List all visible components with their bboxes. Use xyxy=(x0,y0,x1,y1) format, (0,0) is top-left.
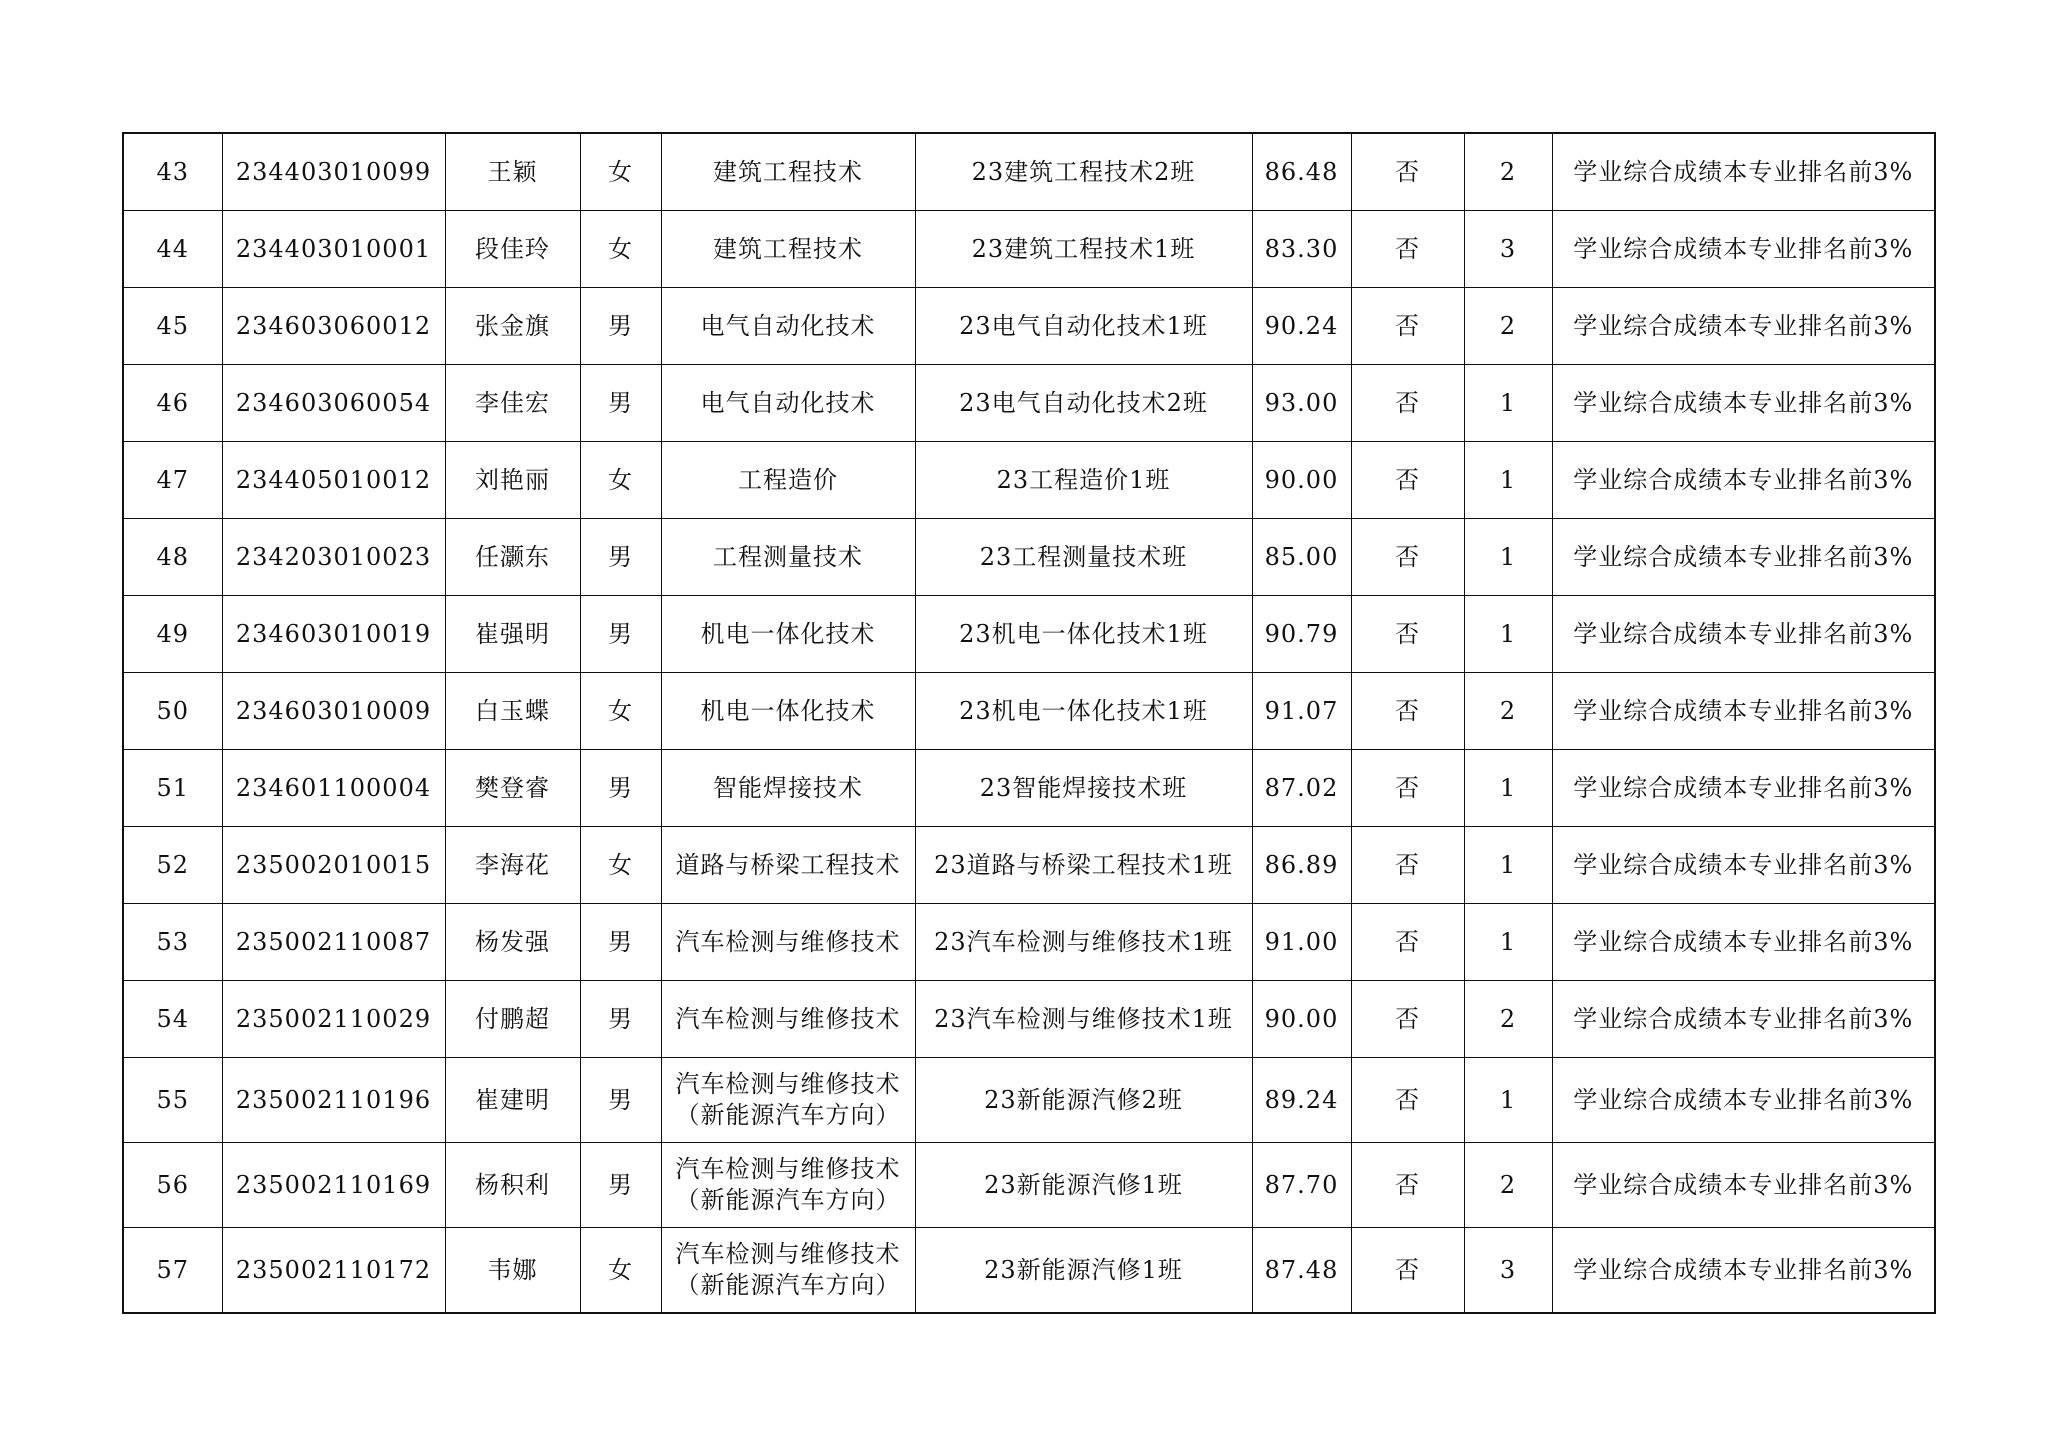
class-name-cell: 23机电一体化技术1班 xyxy=(915,673,1252,750)
class-name-cell: 23道路与桥梁工程技术1班 xyxy=(915,827,1252,904)
gender-cell: 女 xyxy=(580,133,661,211)
table-row xyxy=(123,596,1935,673)
major-cell xyxy=(661,519,915,596)
gender-cell: 男 xyxy=(580,288,661,365)
student-name-cell: 白玉蝶 xyxy=(445,673,580,750)
score-cell: 87.02 xyxy=(1252,750,1351,827)
major-cell xyxy=(661,673,915,750)
class-name-cell: 23智能焊接技术班 xyxy=(915,750,1252,827)
gender-cell: 男 xyxy=(580,981,661,1058)
gender-cell: 男 xyxy=(580,904,661,981)
major-cell xyxy=(661,1228,915,1314)
student-roster-table xyxy=(122,132,1936,1314)
rank-cell: 1 xyxy=(1464,596,1552,673)
class-name-cell: 23电气自动化技术1班 xyxy=(915,288,1252,365)
class-name-cell: 23新能源汽修2班 xyxy=(915,1058,1252,1143)
student-id-cell: 235002010015 xyxy=(222,827,445,904)
score-cell: 90.24 xyxy=(1252,288,1351,365)
student-name-cell: 杨发强 xyxy=(445,904,580,981)
rank-cell: 2 xyxy=(1464,133,1552,211)
row-number-cell: 46 xyxy=(123,365,222,442)
student-id-cell: 235002110172 xyxy=(222,1228,445,1314)
major-line: 电气自动化技术 xyxy=(700,311,876,340)
score-cell: 89.24 xyxy=(1252,1058,1351,1143)
table-row xyxy=(123,1228,1935,1314)
reason-cell: 学业综合成绩本专业排名前3% xyxy=(1552,519,1935,596)
rank-cell: 1 xyxy=(1464,827,1552,904)
major-cell xyxy=(661,981,915,1058)
major-line: 汽车检测与维修技术 xyxy=(675,1240,901,1268)
major-cell xyxy=(661,288,915,365)
table-row xyxy=(123,673,1935,750)
row-number-cell: 48 xyxy=(123,519,222,596)
reason-cell: 学业综合成绩本专业排名前3% xyxy=(1552,1143,1935,1228)
flag-cell: 否 xyxy=(1351,827,1464,904)
table-row xyxy=(123,365,1935,442)
major-cell xyxy=(661,442,915,519)
student-name-cell: 李佳宏 xyxy=(445,365,580,442)
table-row xyxy=(123,519,1935,596)
major-cell xyxy=(661,365,915,442)
gender-cell: 女 xyxy=(580,1228,661,1314)
flag-cell: 否 xyxy=(1351,133,1464,211)
row-number-cell: 50 xyxy=(123,673,222,750)
rank-cell: 1 xyxy=(1464,904,1552,981)
row-number-cell: 44 xyxy=(123,211,222,288)
reason-cell: 学业综合成绩本专业排名前3% xyxy=(1552,596,1935,673)
student-id-cell: 234403010001 xyxy=(222,211,445,288)
major-line: 电气自动化技术 xyxy=(700,388,876,417)
student-name-cell: 李海花 xyxy=(445,827,580,904)
major-line: 工程造价 xyxy=(738,465,838,494)
row-number-cell: 55 xyxy=(123,1058,222,1143)
row-number-cell: 47 xyxy=(123,442,222,519)
flag-cell: 否 xyxy=(1351,365,1464,442)
row-number-cell: 54 xyxy=(123,981,222,1058)
flag-cell: 否 xyxy=(1351,1143,1464,1228)
student-id-cell: 234403010099 xyxy=(222,133,445,211)
rank-cell: 2 xyxy=(1464,673,1552,750)
score-cell: 87.70 xyxy=(1252,1143,1351,1228)
class-name-cell: 23汽车检测与维修技术1班 xyxy=(915,981,1252,1058)
row-number-cell: 49 xyxy=(123,596,222,673)
score-cell: 90.00 xyxy=(1252,981,1351,1058)
major-line: 汽车检测与维修技术 xyxy=(675,1155,901,1183)
table-row xyxy=(123,1058,1935,1143)
row-number-cell: 57 xyxy=(123,1228,222,1314)
class-name-cell: 23机电一体化技术1班 xyxy=(915,596,1252,673)
reason-cell: 学业综合成绩本专业排名前3% xyxy=(1552,211,1935,288)
gender-cell: 女 xyxy=(580,673,661,750)
rank-cell: 1 xyxy=(1464,1058,1552,1143)
class-name-cell: 23电气自动化技术2班 xyxy=(915,365,1252,442)
table-row xyxy=(123,211,1935,288)
flag-cell: 否 xyxy=(1351,1228,1464,1314)
flag-cell: 否 xyxy=(1351,673,1464,750)
score-cell: 91.00 xyxy=(1252,904,1351,981)
student-name-cell: 崔建明 xyxy=(445,1058,580,1143)
major-line: 汽车检测与维修技术 xyxy=(675,1070,901,1098)
table-row xyxy=(123,1143,1935,1228)
major-line: 工程测量技术 xyxy=(713,542,863,571)
reason-cell: 学业综合成绩本专业排名前3% xyxy=(1552,673,1935,750)
class-name-cell: 23建筑工程技术2班 xyxy=(915,133,1252,211)
gender-cell: 女 xyxy=(580,442,661,519)
major-cell xyxy=(661,596,915,673)
reason-cell: 学业综合成绩本专业排名前3% xyxy=(1552,133,1935,211)
major-line: 智能焊接技术 xyxy=(713,773,863,802)
student-id-cell: 235002110169 xyxy=(222,1143,445,1228)
rank-cell: 1 xyxy=(1464,442,1552,519)
rank-cell: 3 xyxy=(1464,211,1552,288)
student-name-cell: 杨积利 xyxy=(445,1143,580,1228)
score-cell: 93.00 xyxy=(1252,365,1351,442)
class-name-cell: 23汽车检测与维修技术1班 xyxy=(915,904,1252,981)
reason-cell: 学业综合成绩本专业排名前3% xyxy=(1552,1058,1935,1143)
gender-cell: 女 xyxy=(580,211,661,288)
major-cell xyxy=(661,133,915,211)
major-cell xyxy=(661,750,915,827)
table-row xyxy=(123,133,1935,211)
flag-cell: 否 xyxy=(1351,750,1464,827)
rank-cell: 2 xyxy=(1464,1143,1552,1228)
major-line: （新能源汽车方向） xyxy=(675,1101,901,1129)
student-id-cell: 235002110087 xyxy=(222,904,445,981)
student-name-cell: 王颖 xyxy=(445,133,580,211)
flag-cell: 否 xyxy=(1351,211,1464,288)
reason-cell: 学业综合成绩本专业排名前3% xyxy=(1552,365,1935,442)
flag-cell: 否 xyxy=(1351,1058,1464,1143)
major-line: 机电一体化技术 xyxy=(700,696,876,725)
major-cell xyxy=(661,904,915,981)
gender-cell: 男 xyxy=(580,750,661,827)
major-cell xyxy=(661,1143,915,1228)
rank-cell: 2 xyxy=(1464,981,1552,1058)
rank-cell: 1 xyxy=(1464,519,1552,596)
reason-cell: 学业综合成绩本专业排名前3% xyxy=(1552,288,1935,365)
class-name-cell: 23建筑工程技术1班 xyxy=(915,211,1252,288)
flag-cell: 否 xyxy=(1351,981,1464,1058)
student-id-cell: 234601100004 xyxy=(222,750,445,827)
student-name-cell: 段佳玲 xyxy=(445,211,580,288)
score-cell: 83.30 xyxy=(1252,211,1351,288)
major-line: 建筑工程技术 xyxy=(713,157,863,186)
row-number-cell: 51 xyxy=(123,750,222,827)
reason-cell: 学业综合成绩本专业排名前3% xyxy=(1552,442,1935,519)
class-name-cell: 23新能源汽修1班 xyxy=(915,1228,1252,1314)
rank-cell: 1 xyxy=(1464,365,1552,442)
gender-cell: 男 xyxy=(580,365,661,442)
table-row xyxy=(123,904,1935,981)
score-cell: 86.89 xyxy=(1252,827,1351,904)
student-name-cell: 刘艳丽 xyxy=(445,442,580,519)
gender-cell: 男 xyxy=(580,519,661,596)
table-row xyxy=(123,750,1935,827)
major-line: （新能源汽车方向） xyxy=(675,1186,901,1214)
flag-cell: 否 xyxy=(1351,442,1464,519)
class-name-cell: 23工程测量技术班 xyxy=(915,519,1252,596)
flag-cell: 否 xyxy=(1351,904,1464,981)
rank-cell: 2 xyxy=(1464,288,1552,365)
student-name-cell: 韦娜 xyxy=(445,1228,580,1314)
major-line: 机电一体化技术 xyxy=(700,619,876,648)
table-row xyxy=(123,288,1935,365)
student-id-cell: 234603010019 xyxy=(222,596,445,673)
student-id-cell: 234603010009 xyxy=(222,673,445,750)
student-id-cell: 235002110029 xyxy=(222,981,445,1058)
student-id-cell: 234603060012 xyxy=(222,288,445,365)
gender-cell: 男 xyxy=(580,596,661,673)
row-number-cell: 43 xyxy=(123,133,222,211)
class-name-cell: 23新能源汽修1班 xyxy=(915,1143,1252,1228)
table-row xyxy=(123,827,1935,904)
reason-cell: 学业综合成绩本专业排名前3% xyxy=(1552,750,1935,827)
student-name-cell: 樊登睿 xyxy=(445,750,580,827)
row-number-cell: 45 xyxy=(123,288,222,365)
row-number-cell: 53 xyxy=(123,904,222,981)
student-id-cell: 234603060054 xyxy=(222,365,445,442)
major-line: 汽车检测与维修技术 xyxy=(675,1004,901,1033)
major-cell xyxy=(661,827,915,904)
row-number-cell: 56 xyxy=(123,1143,222,1228)
gender-cell: 女 xyxy=(580,827,661,904)
reason-cell: 学业综合成绩本专业排名前3% xyxy=(1552,981,1935,1058)
student-name-cell: 付鹏超 xyxy=(445,981,580,1058)
student-name-cell: 任灏东 xyxy=(445,519,580,596)
rank-cell: 3 xyxy=(1464,1228,1552,1314)
score-cell: 90.79 xyxy=(1252,596,1351,673)
table-body xyxy=(123,133,1935,1313)
rank-cell: 1 xyxy=(1464,750,1552,827)
table-row xyxy=(123,442,1935,519)
major-cell xyxy=(661,211,915,288)
reason-cell: 学业综合成绩本专业排名前3% xyxy=(1552,904,1935,981)
table-row xyxy=(123,981,1935,1058)
score-cell: 90.00 xyxy=(1252,442,1351,519)
flag-cell: 否 xyxy=(1351,519,1464,596)
score-cell: 86.48 xyxy=(1252,133,1351,211)
major-line: 汽车检测与维修技术 xyxy=(675,927,901,956)
student-name-cell: 崔强明 xyxy=(445,596,580,673)
student-id-cell: 234203010023 xyxy=(222,519,445,596)
score-cell: 91.07 xyxy=(1252,673,1351,750)
gender-cell: 男 xyxy=(580,1058,661,1143)
row-number-cell: 52 xyxy=(123,827,222,904)
reason-cell: 学业综合成绩本专业排名前3% xyxy=(1552,827,1935,904)
score-cell: 85.00 xyxy=(1252,519,1351,596)
reason-cell: 学业综合成绩本专业排名前3% xyxy=(1552,1228,1935,1314)
major-cell xyxy=(661,1058,915,1143)
major-line: （新能源汽车方向） xyxy=(675,1271,901,1299)
flag-cell: 否 xyxy=(1351,288,1464,365)
class-name-cell: 23工程造价1班 xyxy=(915,442,1252,519)
score-cell: 87.48 xyxy=(1252,1228,1351,1314)
student-id-cell: 235002110196 xyxy=(222,1058,445,1143)
major-line: 建筑工程技术 xyxy=(713,234,863,263)
major-line: 道路与桥梁工程技术 xyxy=(675,850,901,879)
student-name-cell: 张金旗 xyxy=(445,288,580,365)
gender-cell: 男 xyxy=(580,1143,661,1228)
student-id-cell: 234405010012 xyxy=(222,442,445,519)
flag-cell: 否 xyxy=(1351,596,1464,673)
